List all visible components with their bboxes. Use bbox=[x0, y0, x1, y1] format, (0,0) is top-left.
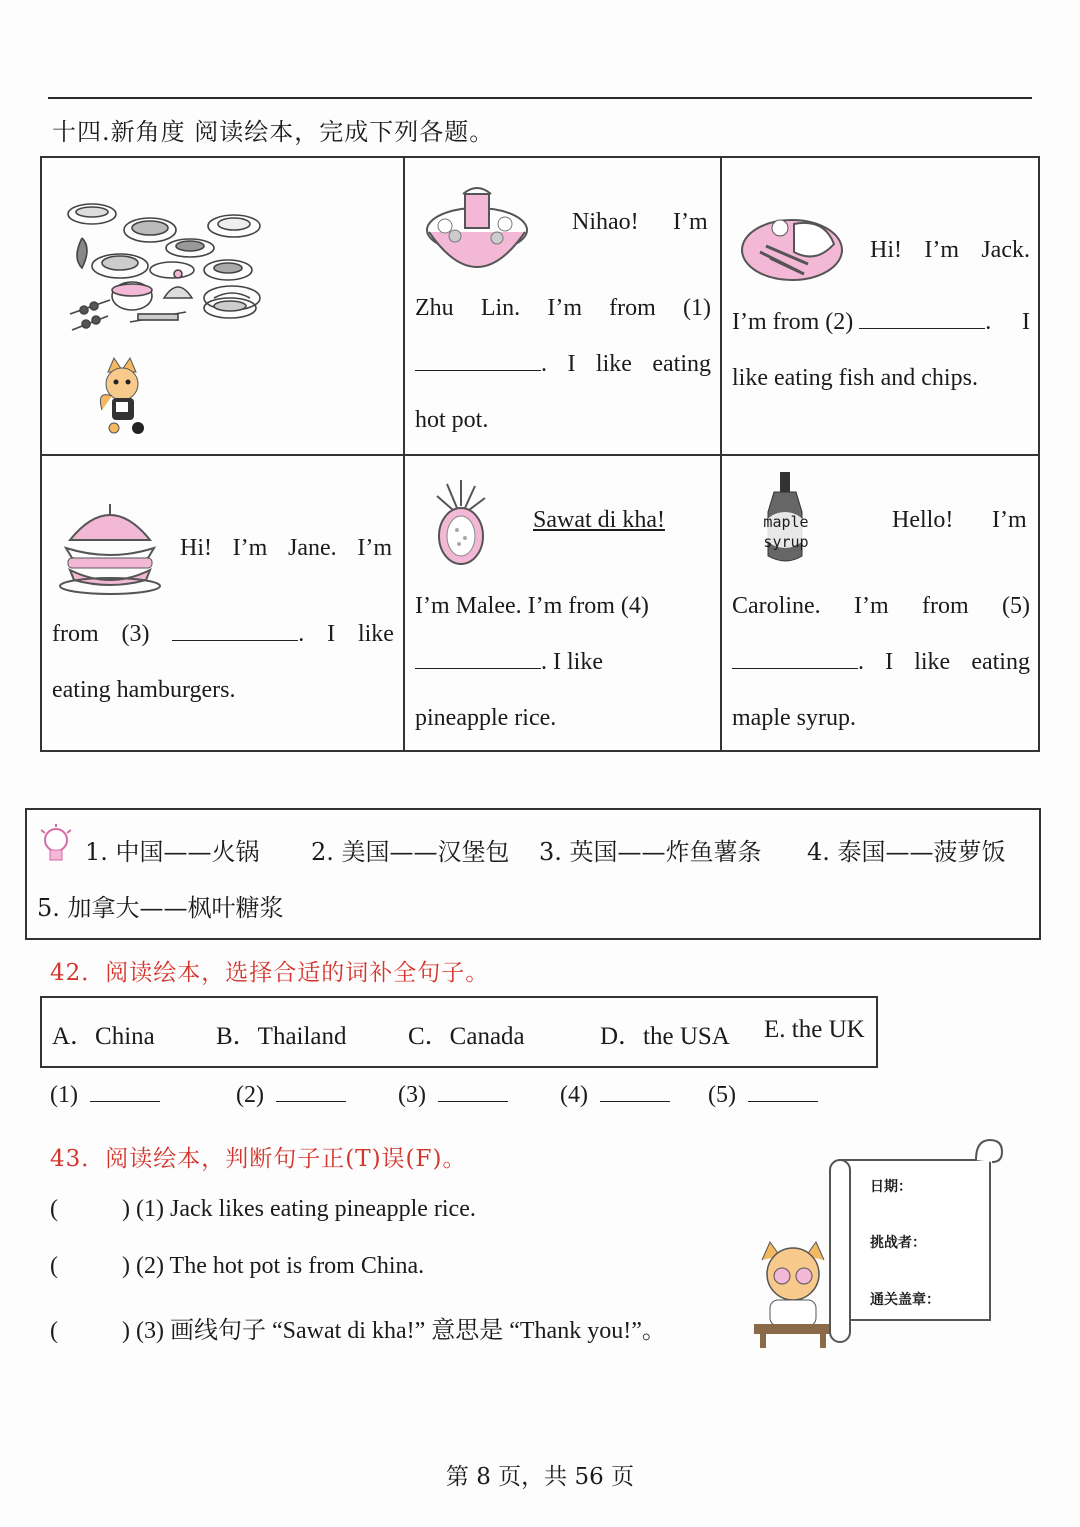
malee-line2: I’m Malee. I’m from (4) bbox=[415, 593, 649, 619]
answer-blank-4[interactable] bbox=[415, 648, 541, 669]
tf-item-2 bbox=[50, 1253, 424, 1280]
zhu-line1-b: I’m bbox=[673, 209, 708, 235]
cell-zhu-lin bbox=[405, 158, 720, 454]
malee-line4: pineapple rice. bbox=[415, 705, 557, 731]
jane-line1 bbox=[180, 520, 392, 577]
reading-mascot-illustration bbox=[748, 1240, 838, 1350]
scroll-stamp-label: 通关盖章： bbox=[870, 1292, 940, 1308]
zhu-word: (1) bbox=[683, 295, 711, 321]
tf-statement: ) (2) The hot pot is from China. bbox=[122, 1253, 425, 1279]
caroline-line1-a: Hello! bbox=[892, 507, 954, 533]
answer-label: (3) bbox=[398, 1082, 426, 1108]
section-title: 十四.新角度 阅读绘本，完成下列各题。 bbox=[52, 118, 495, 146]
pineapple-icon bbox=[427, 478, 497, 570]
cell-caroline bbox=[722, 456, 1040, 752]
fox-mascot-icon bbox=[100, 358, 144, 434]
cell-jane bbox=[42, 456, 403, 752]
caroline-word: I’m bbox=[853, 593, 889, 619]
label-syrup: syrup bbox=[763, 533, 809, 551]
scroll-challenger-label: 挑战者： bbox=[870, 1235, 926, 1251]
option-a: A．China bbox=[52, 1023, 155, 1050]
picture-book-grid bbox=[40, 156, 1040, 752]
cell-food-collage bbox=[42, 158, 403, 454]
zhu-word: Lin. bbox=[480, 295, 521, 321]
jane-line3: eating hamburgers. bbox=[52, 677, 236, 703]
hint-box bbox=[25, 808, 1041, 940]
answer-slot-3 bbox=[398, 1082, 508, 1109]
tf-answer-slot[interactable]: ( bbox=[50, 1318, 58, 1344]
answer-label: (2) bbox=[236, 1082, 264, 1108]
jane-word: (3) bbox=[121, 621, 150, 647]
word-options-box bbox=[40, 996, 878, 1068]
answer-blank-3[interactable] bbox=[172, 620, 298, 641]
answer-line[interactable] bbox=[90, 1083, 160, 1102]
option-e: E. the UK bbox=[764, 1016, 865, 1043]
label-maple: maple bbox=[763, 513, 809, 531]
jack-line3: like eating fish and chips. bbox=[732, 365, 978, 391]
caroline-word: eating bbox=[971, 649, 1030, 675]
caroline-word: I bbox=[885, 649, 894, 675]
zhu-line1-a: Nihao! bbox=[572, 209, 639, 235]
answer-line[interactable] bbox=[438, 1083, 508, 1102]
jack-word: I’m bbox=[924, 237, 959, 263]
caroline-word: like bbox=[914, 649, 951, 675]
tf-statement: ) (1) Jack likes eating pineapple rice. bbox=[122, 1196, 476, 1222]
tf-item-1 bbox=[50, 1196, 476, 1223]
fish-and-chips-icon bbox=[740, 206, 850, 286]
answer-slot-5 bbox=[708, 1082, 818, 1109]
zhu-line4: hot pot. bbox=[415, 407, 489, 433]
caroline-word: (5) bbox=[1001, 593, 1030, 619]
answer-slot-1 bbox=[50, 1082, 160, 1109]
caroline-word: Caroline. bbox=[732, 593, 821, 619]
question-43-title: 43．阅读绘本，判断句子正(T)误(F)。 bbox=[50, 1146, 467, 1172]
tf-answer-slot[interactable]: ( bbox=[50, 1253, 58, 1279]
tf-statement: ) (3) 画线句子 “Sawat di kha!” 意思是 “Thank you!”。 bbox=[122, 1318, 666, 1344]
zhu-line3: . I like eating bbox=[415, 336, 711, 393]
jane-line2: from (3) . I like bbox=[52, 606, 394, 663]
top-rule bbox=[48, 97, 1032, 99]
answer-label: (1) bbox=[50, 1082, 78, 1108]
jack-line1 bbox=[870, 222, 1030, 279]
maple-syrup-label bbox=[758, 512, 814, 552]
jack-phrase: I’m from (2) bbox=[732, 309, 854, 335]
jack-word: Hi! bbox=[870, 237, 902, 263]
page-footer: 第 8 页，共 56 页 bbox=[445, 1464, 635, 1490]
hamburger-icon bbox=[58, 500, 170, 596]
hint-item-4: 4. 泰国——菠萝饭 bbox=[807, 838, 1006, 866]
jane-word: from bbox=[52, 621, 99, 647]
scroll-date-label: 日期： bbox=[870, 1179, 912, 1195]
answer-blank-1[interactable] bbox=[415, 350, 541, 371]
caroline-line1-b: I’m bbox=[992, 507, 1027, 533]
jane-word: like bbox=[357, 621, 394, 647]
answer-blank-2[interactable] bbox=[859, 308, 985, 329]
malee-greeting-underlined: Sawat di kha! bbox=[533, 507, 665, 533]
jack-line2: I’m from (2) . I bbox=[732, 294, 1030, 351]
zhu-word: I’m bbox=[547, 295, 582, 321]
answer-line[interactable] bbox=[600, 1083, 670, 1102]
question-42-title: 42．阅读绘本，选择合适的词补全句子。 bbox=[50, 960, 490, 986]
hint-item-3: 3. 英国——炸鱼薯条 bbox=[539, 838, 762, 866]
zhu-line2 bbox=[415, 280, 711, 337]
food-collage-illustration bbox=[42, 158, 403, 454]
malee-phrase: I like bbox=[553, 649, 603, 675]
answer-line[interactable] bbox=[276, 1083, 346, 1102]
tf-item-3 bbox=[50, 1310, 666, 1345]
cell-jack bbox=[722, 158, 1040, 454]
option-c: C．Canada bbox=[408, 1023, 525, 1050]
answer-label: (5) bbox=[708, 1082, 736, 1108]
jane-word: I’m bbox=[232, 535, 268, 561]
zhu-word: from bbox=[609, 295, 656, 321]
jane-word: I’m bbox=[357, 535, 392, 561]
jane-word: Jane. bbox=[288, 535, 337, 561]
option-d: D．the USA bbox=[600, 1023, 730, 1050]
malee-line3: . I like bbox=[415, 634, 603, 691]
caroline-line4: maple syrup. bbox=[732, 705, 856, 731]
hot-pot-icon bbox=[425, 180, 535, 270]
zhu-word: I bbox=[567, 351, 576, 377]
hint-item-1: 1. 中国——火锅 bbox=[85, 838, 260, 866]
jack-word: I bbox=[1022, 309, 1030, 335]
caroline-line3: . I like eating bbox=[732, 634, 1030, 691]
answer-slot-4 bbox=[560, 1082, 670, 1109]
zhu-word: Zhu bbox=[415, 295, 454, 321]
zhu-word: eating bbox=[652, 351, 711, 377]
answer-label: (4) bbox=[560, 1082, 588, 1108]
lightbulb-icon bbox=[39, 824, 73, 866]
jack-word: Jack. bbox=[981, 237, 1030, 263]
hint-item-5: 5. 加拿大——枫叶糖浆 bbox=[37, 894, 284, 922]
tf-answer-slot[interactable]: ( bbox=[50, 1196, 58, 1222]
caroline-word: from bbox=[921, 593, 969, 619]
zhu-word: like bbox=[595, 351, 632, 377]
answer-slot-2 bbox=[236, 1082, 346, 1109]
hint-item-2: 2. 美国——汉堡包 bbox=[311, 838, 510, 866]
cell-malee bbox=[405, 456, 720, 752]
answer-line[interactable] bbox=[748, 1083, 818, 1102]
jane-word: Hi! bbox=[180, 535, 212, 561]
option-b: B．Thailand bbox=[216, 1023, 347, 1050]
answer-blank-5[interactable] bbox=[732, 648, 858, 669]
caroline-line2 bbox=[732, 578, 1030, 635]
jane-word: I bbox=[327, 621, 336, 647]
